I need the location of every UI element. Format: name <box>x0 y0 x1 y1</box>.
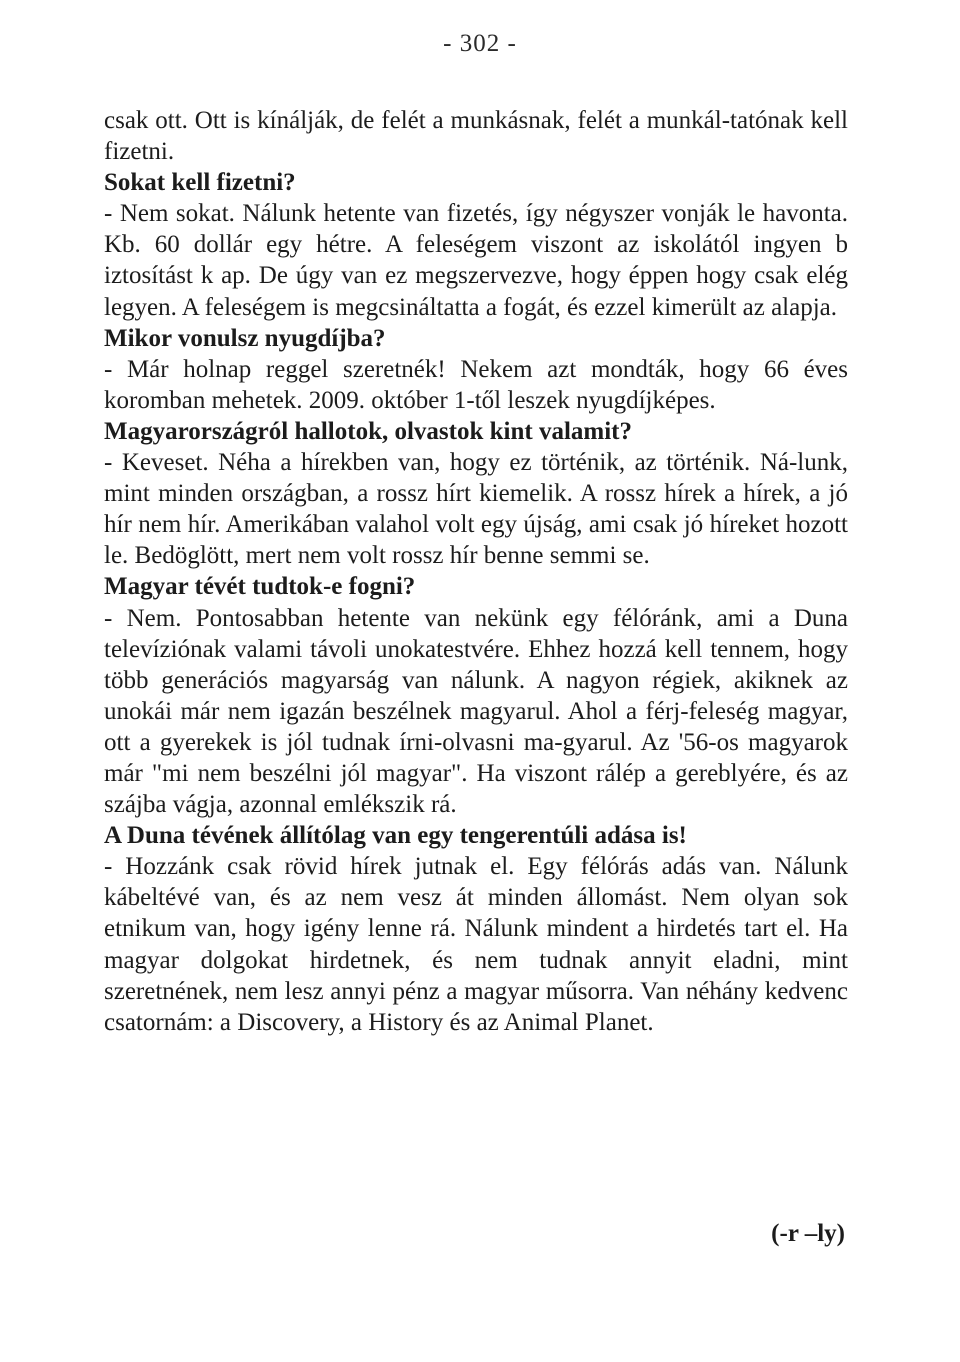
interview-question: Magyarországról hallotok, olvastok kint valamit? <box>104 417 633 445</box>
answer-paragraph: - Nem. Pontosabban hetente van nekünk egy félóránk, ami a Duna televíziónak valami távoli unokatestvére. Ehhez hozzá kell tennem, hogy több generációs magyarság van nálunk. A nagyon régiek, akiknek az unokái már nem igazán beszélnek magyarul. Ahol a férj-feleség magyar, ott a gyerekek is jól tudnak írni-olvasni ma-gyarul. Az '56-os magyarok már "mi nem beszélni jól magyar". Ha viszont rálép a gereblyére, és az szájba vágja, azonnal emlékszik rá. <box>104 604 848 819</box>
author-signature: (-r –ly) <box>771 1220 845 1247</box>
answer-paragraph: - Már holnap reggel szeretnék! Nekem azt mondták, hogy 66 éves koromban mehetek. 2009. október 1-től leszek nyugdíjképes. <box>104 355 848 414</box>
interview-question: Mikor vonulsz nyugdíjba? <box>104 324 386 352</box>
interview-question: Magyar tévét tudtok-e fogni? <box>104 573 416 601</box>
answer-paragraph: - Nem sokat. Nálunk hetente van fizetés, így négyszer vonják le havonta. Kb. 60 dollár egy hétre. A feleségem viszont az iskolától ingyen b iztosítást k ap. De úgy van ez megszervezve, hogy éppen hogy csak elég legyen. A feleségem is megcsináltatta a fogát, és ezzel kimerült az alapja. <box>104 200 848 321</box>
article-body <box>104 105 848 1038</box>
page-number: - 302 - <box>443 30 517 57</box>
interview-question: Sokat kell fizetni? <box>104 169 296 197</box>
answer-paragraph: - Keveset. Néha a hírekben van, hogy ez történik, az történik. Ná-lunk, mint minden országban, a rossz hírt kiemelik. A rossz hírek a hírek, a jó hír nem hír. Amerikában valahol volt egy újság, ami csak jó híreket hozott le. Bedöglött, mert nem volt rossz hír benne semmi se. <box>104 449 848 570</box>
answer-paragraph: - Hozzánk csak rövid hírek jutnak el. Egy félórás adás van. Nálunk kábeltévé van, és az nem vesz át minden állomást. Nem olyan sok etnikum van, hogy igény lenne rá. Nálunk mindent a hirdetés tart el. Ha magyar dolgokat hirdetnek, és nem tudnak annyit eladni, mint szeretnének, nem lesz annyi pénz a magyar műsorra. Van néhány kedvenc csatornám: a Discovery, a History és az Animal Planet. <box>104 853 848 1036</box>
answer-paragraph: csak ott. Ott is kínálják, de felét a munkásnak, felét a munkál-tatónak kell fizetni. <box>104 107 848 166</box>
interview-question: A Duna tévének állítólag van egy tengerentúli adása is! <box>104 822 687 850</box>
